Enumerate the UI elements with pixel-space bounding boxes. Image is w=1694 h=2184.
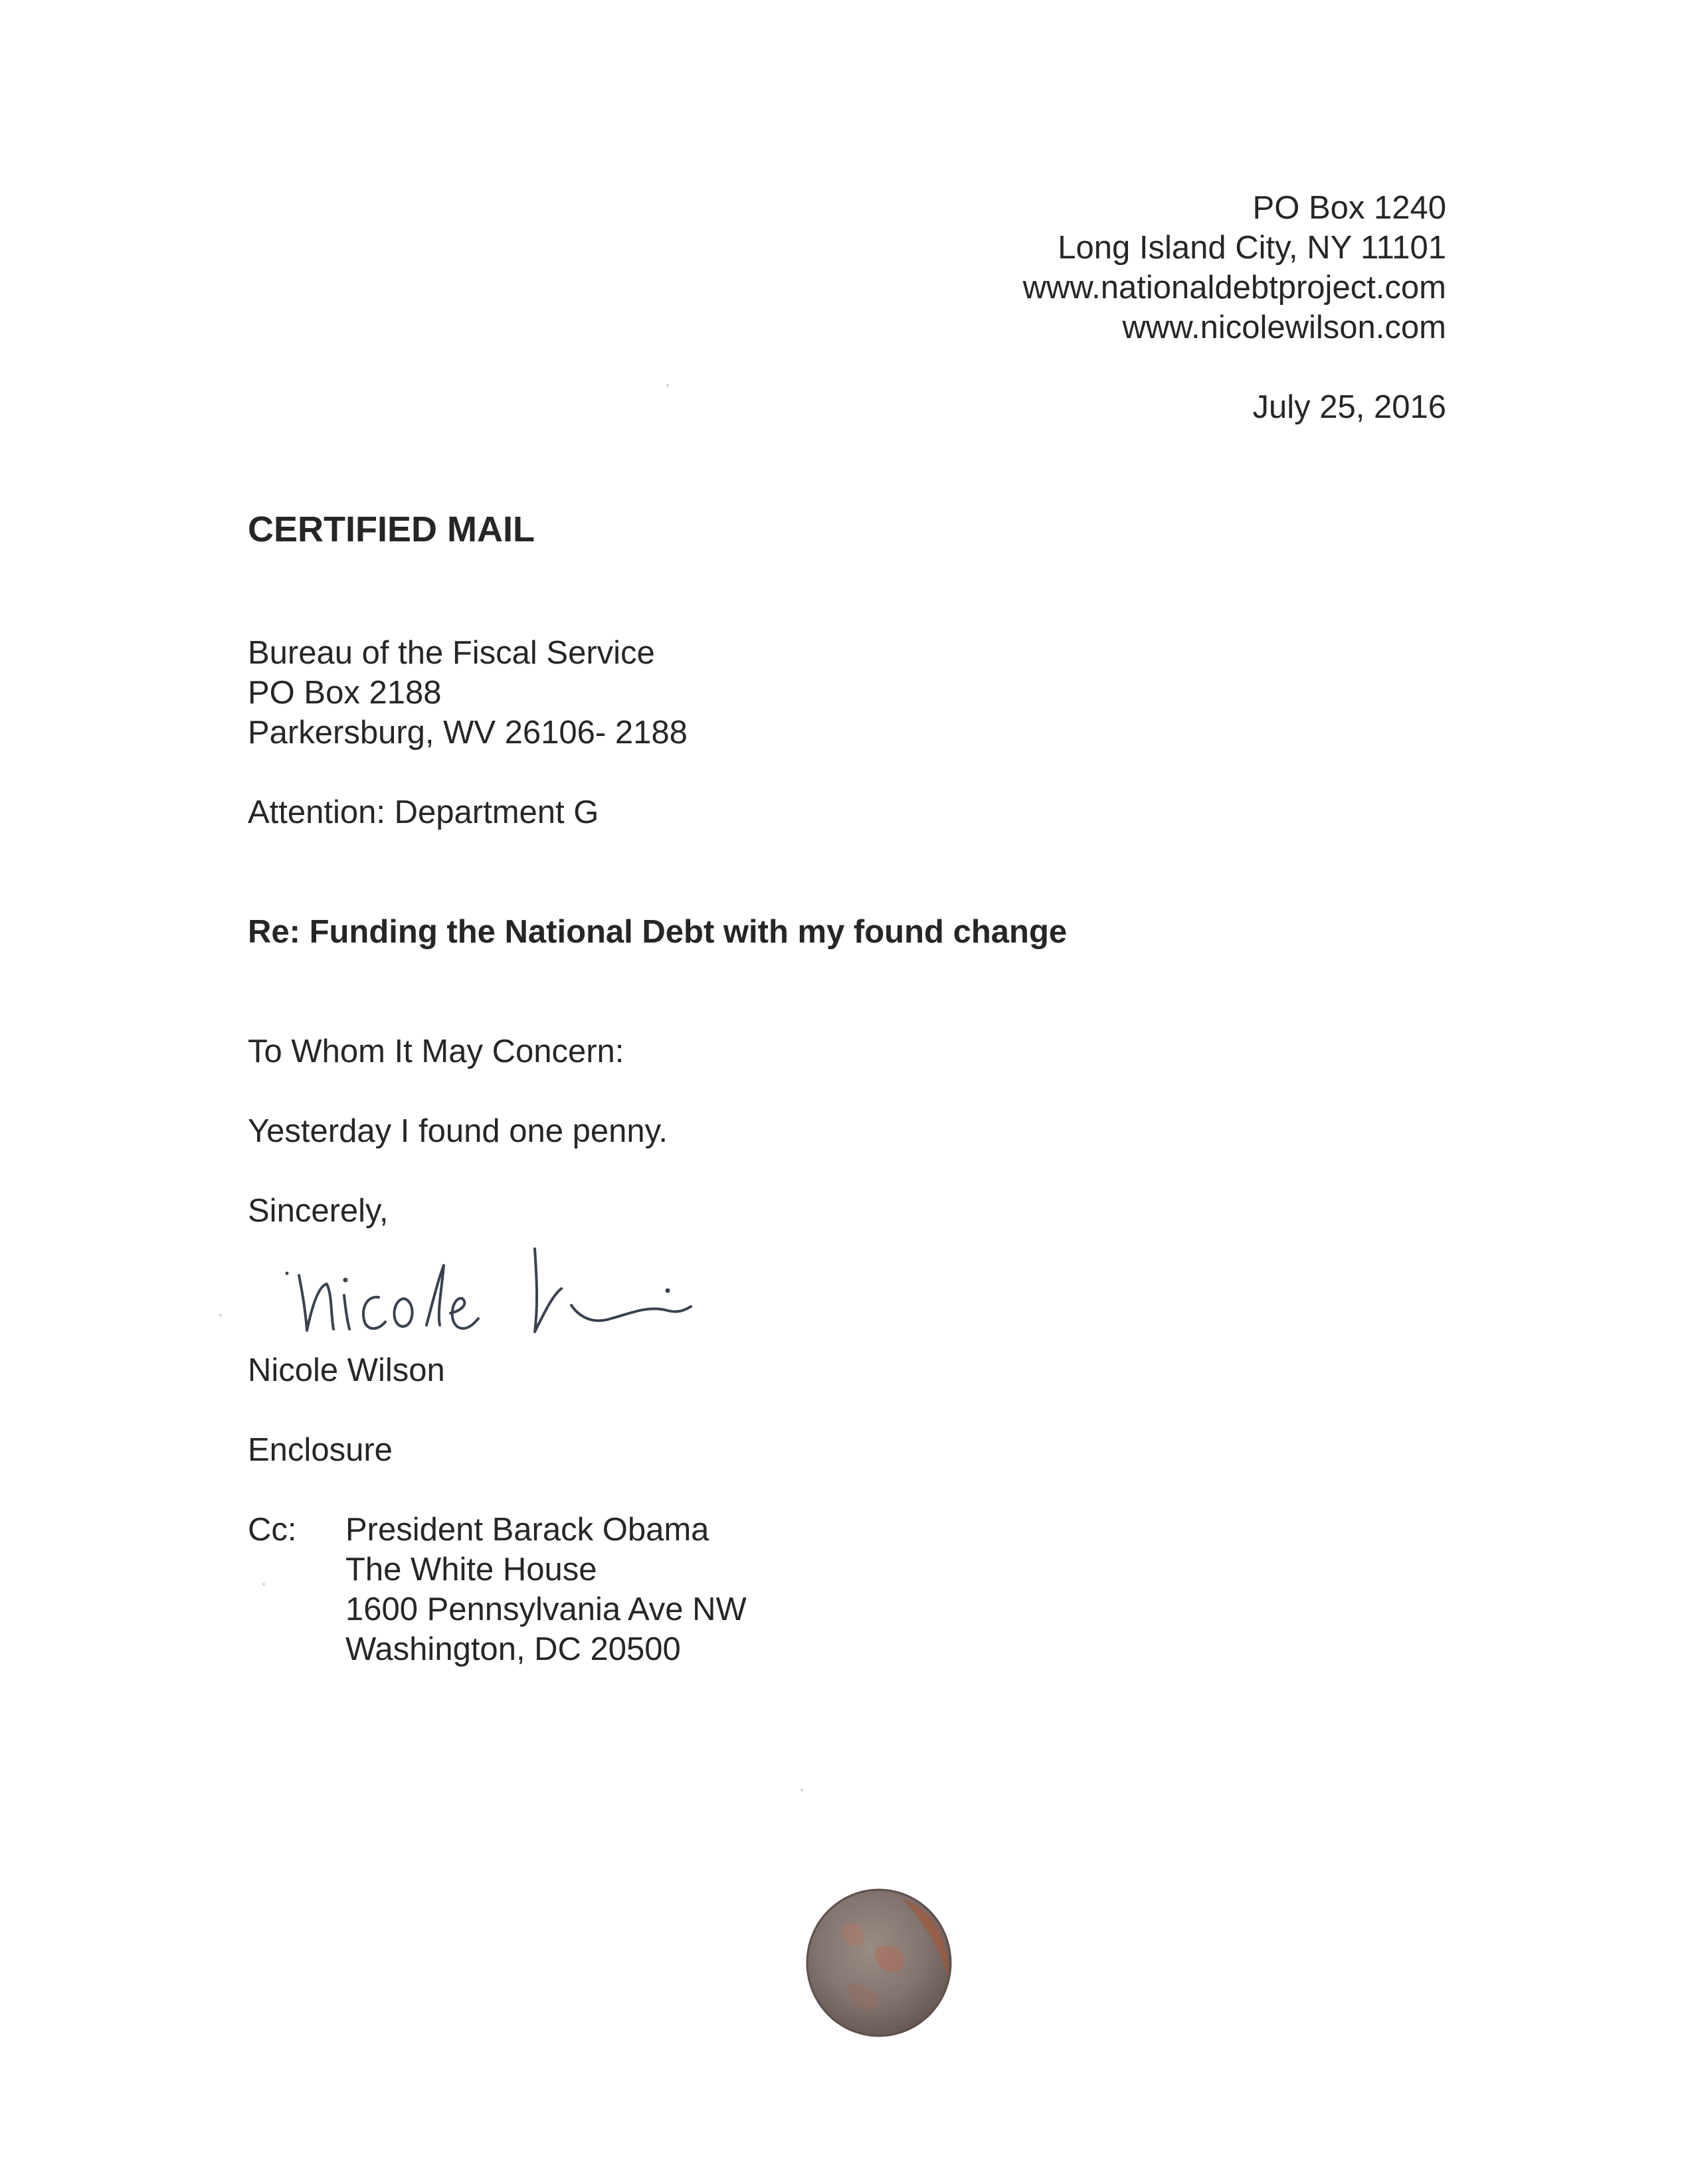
- salutation: To Whom It May Concern:: [248, 1034, 624, 1069]
- enclosure-label: Enclosure: [248, 1432, 393, 1468]
- sender-website-1: www.nationaldebtproject.com: [1022, 270, 1446, 306]
- body-text: Yesterday I found one penny.: [248, 1113, 668, 1149]
- handwritten-signature-icon: [279, 1232, 711, 1352]
- cc-label: Cc:: [248, 1512, 297, 1548]
- cc-line: 1600 Pennsylvania Ave NW: [345, 1592, 747, 1627]
- cc-line: The White House: [345, 1552, 597, 1588]
- scan-speck: [219, 1314, 222, 1317]
- recipient-po-box: PO Box 2188: [248, 675, 442, 711]
- recipient-city-line: Parkersburg, WV 26106- 2188: [248, 715, 688, 751]
- sender-po-box: PO Box 1240: [1252, 190, 1446, 226]
- sender-website-2: www.nicolewilson.com: [1122, 310, 1446, 345]
- recipient-name: Bureau of the Fiscal Service: [248, 635, 655, 671]
- letter-date: July 25, 2016: [1252, 389, 1446, 425]
- closing: Sincerely,: [248, 1193, 389, 1229]
- signer-name: Nicole Wilson: [248, 1352, 445, 1388]
- attention-line: Attention: Department G: [248, 794, 599, 830]
- scan-speck: [262, 1583, 265, 1586]
- scan-speck: [800, 1789, 803, 1791]
- sender-city-line: Long Island City, NY 11101: [1058, 230, 1446, 266]
- cc-line: Washington, DC 20500: [345, 1631, 681, 1667]
- penny-coin-icon: [802, 1885, 955, 2038]
- cc-line: President Barack Obama: [345, 1512, 709, 1548]
- scan-speck: [666, 384, 669, 387]
- subject-line: Re: Funding the National Debt with my found change: [248, 914, 1068, 950]
- certified-mail-heading: CERTIFIED MAIL: [248, 509, 535, 549]
